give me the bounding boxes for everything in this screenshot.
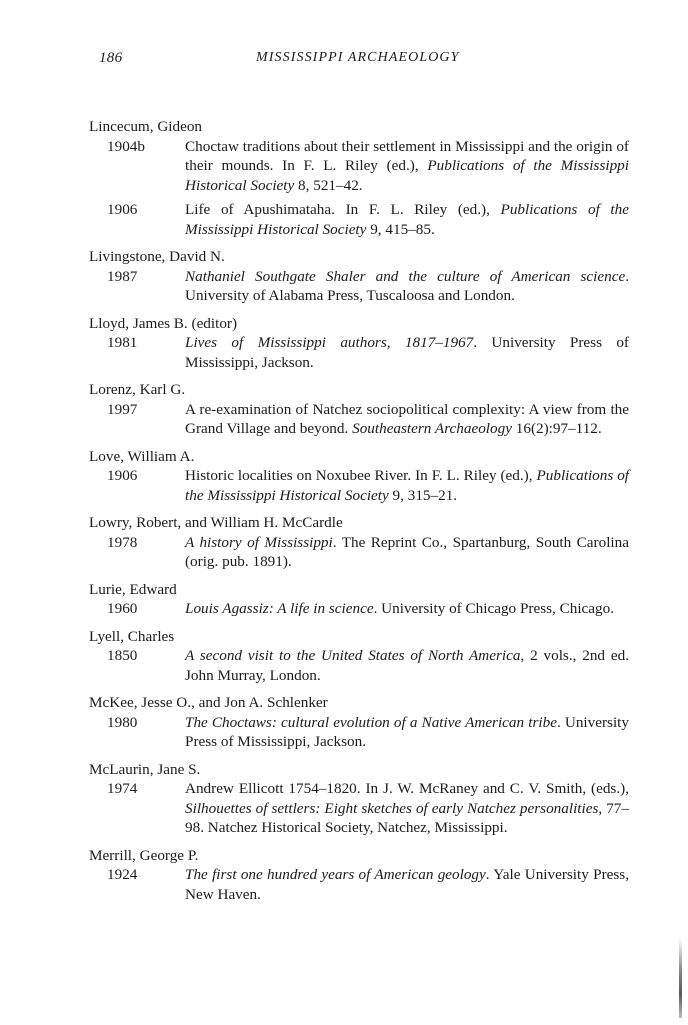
entry-year: 1906	[107, 201, 138, 218]
citation-text: , 77–98. Natchez Historical Society, Natchez, Mississippi.	[185, 799, 629, 836]
bibliography-entry	[89, 466, 629, 505]
bibliography-entry	[89, 865, 629, 904]
entry-citation	[185, 400, 629, 439]
page-number: 186	[99, 50, 123, 66]
running-head: MISSISSIPPI ARCHAEOLOGY	[256, 50, 460, 65]
citation-text: . University Press of Mississippi, Jackson.	[185, 713, 629, 750]
citation-text: A re-examination of Natchez sociopolitical complexity: A view from the Grand Village and beyond.	[185, 400, 629, 437]
page-edge-shadow	[679, 938, 682, 1018]
entry-citation	[185, 599, 629, 619]
citation-text: 8, 521–42.	[294, 176, 363, 194]
entry-year: 1906	[107, 467, 138, 484]
citation-title: Lives of Mississippi authors, 1817–1967	[185, 334, 474, 351]
author-name: Lorenz, Karl G.	[89, 381, 186, 398]
author-name: Lyell, Charles	[89, 627, 175, 645]
entry-year: 1980	[107, 713, 138, 731]
citation-title: A second visit to the United States of North America	[185, 647, 521, 664]
entry-year: 1987	[107, 267, 138, 285]
entry-citation	[185, 200, 629, 239]
bibliography-list	[89, 117, 629, 912]
citation-title: Nathaniel Southgate Shaler and the culture of American science	[185, 267, 626, 285]
citation-text: Life of Apushimataha. In F. L. Riley (ed.),	[185, 201, 501, 218]
entry-year: 1974	[107, 780, 138, 797]
entry-citation	[185, 646, 629, 685]
bibliography-group	[89, 314, 629, 373]
citation-text: . University Press of Mississippi, Jackson.	[185, 334, 629, 371]
entry-year: 1997	[107, 400, 138, 418]
entry-year: 1960	[107, 600, 138, 617]
bibliography-group	[89, 447, 629, 506]
citation-text: . University of Chicago Press, Chicago.	[373, 600, 615, 617]
author-name: Lincecum, Gideon	[89, 118, 203, 135]
bibliography-group	[89, 846, 629, 905]
entry-citation	[185, 267, 629, 306]
entry-citation	[185, 865, 629, 904]
citation-title: Publications of the Mississippi Historical Society	[185, 201, 629, 238]
citation-text: . The Reprint Co., Spartanburg, South Carolina (orig. pub. 1891).	[185, 533, 629, 570]
citation-text: 16(2):97–112.	[511, 420, 602, 437]
citation-title: The first one hundred years of American geology	[185, 866, 486, 883]
entry-year: 1904b	[107, 137, 145, 155]
bibliography-entry	[89, 713, 629, 752]
author-name: Love, William A.	[89, 447, 195, 465]
citation-title: A history of Mississippi	[185, 533, 333, 551]
bibliography-entry	[89, 200, 629, 239]
bibliography-group	[89, 513, 629, 572]
bibliography-entry	[89, 779, 629, 838]
citation-title: Publications of the Mississippi Historical Society	[185, 467, 630, 504]
bibliography-group	[89, 380, 629, 439]
entry-year: 1850	[107, 647, 138, 664]
author-name: Lurie, Edward	[89, 580, 177, 598]
citation-text: Choctaw traditions about their settlement in Mississippi and the origin of their mounds. In F. L. Riley (ed.),	[185, 137, 629, 174]
citation-title: Publications of the Mississippi Historical Society	[185, 157, 629, 194]
citation-text: Historic localities on Noxubee River. In F. L. Riley (ed.),	[185, 467, 537, 484]
author-name: McKee, Jesse O., and Jon A. Schlenker	[89, 694, 328, 711]
citation-title: Southeastern Archaeology	[352, 420, 512, 437]
bibliography-entry	[89, 267, 629, 306]
author-name: Livingstone, David N.	[89, 248, 225, 265]
entry-year: 1978	[107, 533, 138, 551]
bibliography-entry	[89, 646, 629, 685]
entry-citation	[185, 713, 629, 752]
entry-citation	[185, 533, 629, 572]
entry-year: 1924	[107, 866, 138, 883]
bibliography-group	[89, 117, 629, 239]
citation-title: Louis Agassiz: A life in science	[185, 600, 374, 617]
bibliography-group	[89, 693, 629, 752]
citation-title: Silhouettes of settlers: Eight sketches of early Natchez personalities	[185, 799, 599, 817]
author-name: Lowry, Robert, and William H. McCardle	[89, 514, 343, 531]
bibliography-entry	[89, 533, 629, 572]
bibliography-entry	[89, 400, 629, 439]
bibliography-entry	[89, 599, 629, 619]
author-name: McLaurin, Jane S.	[89, 760, 201, 778]
bibliography-group	[89, 247, 629, 306]
author-name: Lloyd, James B. (editor)	[89, 314, 238, 332]
entry-citation	[185, 779, 629, 838]
citation-text: , 2 vols., 2nd ed. John Murray, London.	[185, 647, 629, 684]
author-name: Merrill, George P.	[89, 846, 199, 864]
entry-year: 1981	[107, 334, 138, 351]
citation-text: Andrew Ellicott 1754–1820. In J. W. McRaney and C. V. Smith, (eds.),	[185, 780, 629, 797]
entry-citation	[185, 137, 629, 196]
bibliography-entry	[89, 137, 629, 196]
citation-text: . University of Alabama Press, Tuscaloosa and London.	[185, 267, 629, 304]
citation-text: . Yale University Press, New Haven.	[185, 866, 629, 903]
bibliography-entry	[89, 333, 629, 372]
citation-title: The Choctaws: cultural evolution of a Native American tribe	[185, 713, 557, 731]
entry-citation	[185, 333, 629, 372]
citation-text: 9, 415–85.	[366, 220, 435, 238]
bibliography-group	[89, 760, 629, 838]
entry-citation	[185, 466, 629, 505]
bibliography-group	[89, 580, 629, 619]
citation-text: 9, 315–21.	[388, 486, 458, 504]
bibliography-group	[89, 627, 629, 686]
